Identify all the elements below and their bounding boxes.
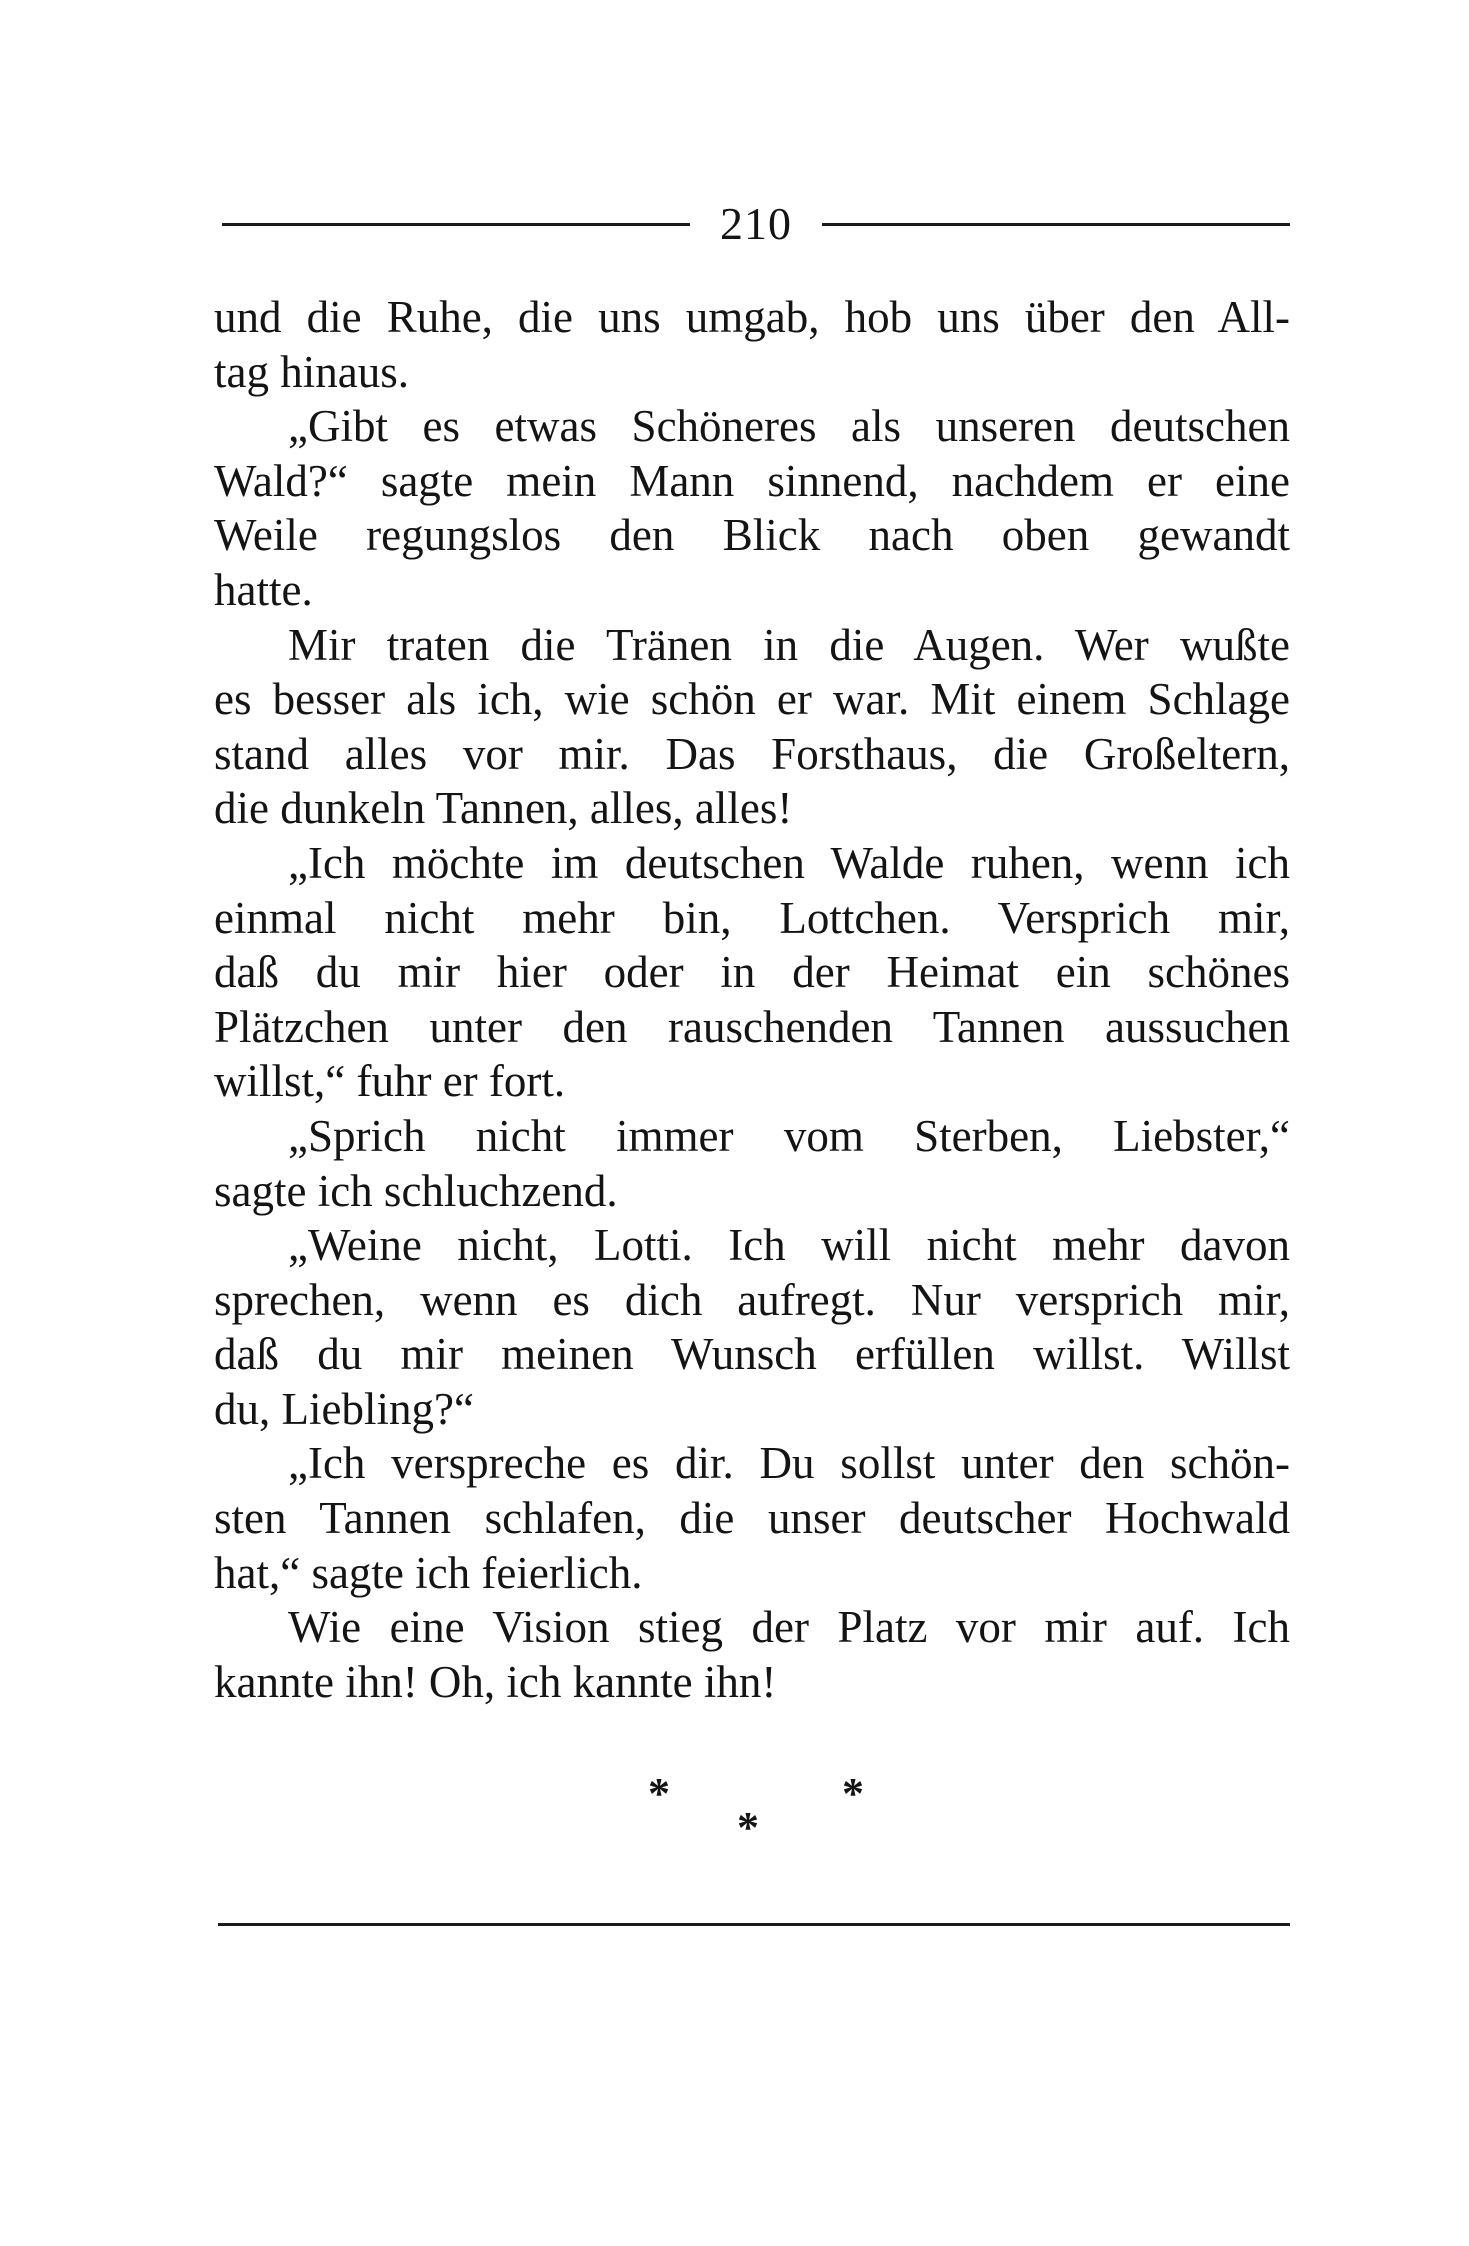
text-line: Plätzchen unter den rauschenden Tannen aussuchen	[214, 1001, 1290, 1052]
text-line: „Gibt es etwas Schöneres als unseren deutschen	[288, 401, 1290, 452]
paragraph	[214, 836, 1290, 1109]
text-line: hat,“ sagte ich feierlich.	[214, 1547, 643, 1598]
text-line: stand alles vor mir. Das Forsthaus, die Großeltern,	[214, 728, 1290, 779]
text-line: willst,“ fuhr er fort.	[214, 1056, 566, 1107]
text-line: sten Tannen schlafen, die unser deutscher Hochwald	[214, 1493, 1290, 1544]
page-header	[222, 196, 1290, 252]
text-line: die dunkeln Tannen, alles, alles!	[214, 783, 793, 834]
text-line: „Ich möchte im deutschen Walde ruhen, wenn ich	[288, 837, 1290, 888]
text-line: hatte.	[214, 564, 313, 615]
header-rule-right	[822, 223, 1290, 226]
text-line: Wie eine Vision stieg der Platz vor mir auf. Ich	[288, 1602, 1290, 1653]
text-line: Weile regungslos den Blick nach oben gewandt	[214, 510, 1290, 561]
text-line: „Ich verspreche es dir. Du sollst unter den schön-	[288, 1438, 1290, 1489]
text-line: Mir traten die Tränen in die Augen. Wer wußte	[288, 619, 1290, 670]
paragraph	[214, 399, 1290, 617]
text-line: kannte ihn! Oh, ich kannte ihn!	[214, 1656, 777, 1707]
asterism-star-right: *	[842, 1769, 864, 1818]
text-line: sprechen, wenn es dich aufregt. Nur versprich mir,	[214, 1274, 1290, 1325]
paragraph	[214, 1436, 1290, 1600]
text-line: „Sprich nicht immer vom Sterben, Liebster,“	[288, 1110, 1290, 1161]
text-line: es besser als ich, wie schön er war. Mit einem Schlage	[214, 674, 1290, 725]
text-line: daß du mir meinen Wunsch erfüllen willst. Willst	[214, 1329, 1290, 1380]
body-text	[214, 290, 1290, 1709]
paragraph	[214, 1218, 1290, 1436]
text-line: Wald?“ sagte mein Mann sinnend, nachdem er eine	[214, 455, 1290, 506]
asterism-star-bottom: *	[737, 1803, 759, 1852]
asterism-star-left: *	[648, 1769, 670, 1818]
text-line: und die Ruhe, die uns umgab, hob uns über den All-	[214, 292, 1290, 342]
footer-rule	[218, 1923, 1290, 1926]
paragraph	[214, 290, 1290, 399]
text-line: daß du mir hier oder in der Heimat ein schönes	[214, 947, 1290, 998]
text-line: tag hinaus.	[214, 346, 409, 397]
text-line: einmal nicht mehr bin, Lottchen. Versprich mir,	[214, 892, 1290, 943]
page-number: 210	[720, 198, 792, 249]
text-line: du, Liebling?“	[214, 1383, 474, 1434]
paragraph	[214, 618, 1290, 836]
text-line: „Weine nicht, Lotti. Ich will nicht mehr davon	[288, 1220, 1290, 1271]
paragraph	[214, 1600, 1290, 1709]
header-rule-left	[222, 223, 690, 226]
text-line: sagte ich schluchzend.	[214, 1165, 618, 1216]
paragraph	[214, 1109, 1290, 1218]
